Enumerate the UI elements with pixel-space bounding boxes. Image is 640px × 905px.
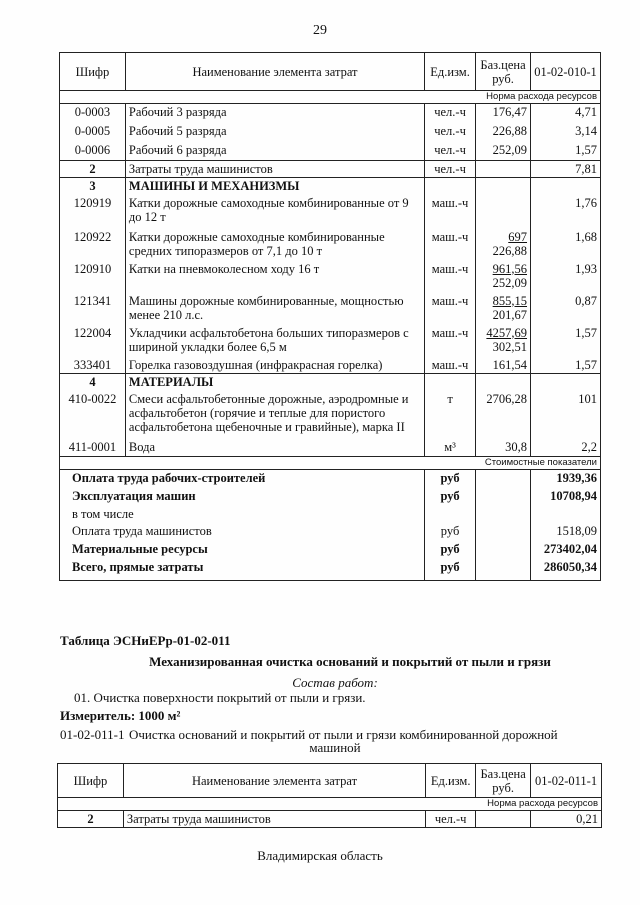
cost-label: Всего, прямые затраты <box>60 559 425 581</box>
row-name: Катки на пневмоколесном ходу 16 т <box>125 261 424 293</box>
subheader-row <box>58 798 602 811</box>
row-name: Затраты труда машинистов <box>125 161 424 178</box>
cost-unit: руб <box>425 470 476 488</box>
header-code: Шифр <box>60 53 126 91</box>
section-code: 4 <box>60 374 126 391</box>
row-unit: маш.-ч <box>425 261 476 293</box>
row-price <box>476 325 531 357</box>
row-unit: маш.-ч <box>425 293 476 325</box>
row-name: Машины дорожные комбинированные, мощностью менее 210 л.с. <box>125 293 424 325</box>
row-price <box>476 229 531 261</box>
row-unit: т <box>425 391 476 439</box>
row-value: 1,57 <box>531 357 601 374</box>
cost-subheader-row <box>60 457 601 470</box>
row-code: 120922 <box>60 229 126 261</box>
cost-unit: руб <box>425 523 476 541</box>
row-unit: маш.-ч <box>425 229 476 261</box>
section-row <box>60 178 601 195</box>
row-price: 2706,28 <box>476 391 531 439</box>
row-code: 410-0022 <box>60 391 126 439</box>
row-value: 4,71 <box>531 104 601 123</box>
cost-value <box>531 506 601 523</box>
cost-label: в том числе <box>60 506 425 523</box>
cost-value: 273402,04 <box>531 541 601 559</box>
header-norm: 01-02-010-1 <box>531 53 601 91</box>
cost-value: 1939,36 <box>531 470 601 488</box>
cost-unit: руб <box>425 488 476 506</box>
item-code: 01-02-011-1 <box>60 727 125 742</box>
table-row <box>58 811 602 828</box>
table-row <box>60 161 601 178</box>
row-unit: чел.-ч <box>425 123 476 142</box>
section-code: 3 <box>60 178 126 195</box>
row-code: 120910 <box>60 261 126 293</box>
header-unit: Ед.изм. <box>425 53 476 91</box>
section-heading: Механизированная очистка оснований и покрытий от пыли и грязи <box>149 654 551 669</box>
cost-row <box>60 523 601 541</box>
row-name: Смеси асфальтобетонные дорожные, аэродромные и асфальтобетон (горячие и теплые для пористого асфальтобетона щебеночные и гравийные), марка II <box>125 391 424 439</box>
table-row <box>60 195 601 229</box>
page-number: 29 <box>313 23 327 38</box>
norm-subheader: Норма расхода ресурсов <box>58 798 602 811</box>
row-value: 1,68 <box>531 229 601 261</box>
header-norm: 01-02-011-1 <box>531 764 602 798</box>
cost-row <box>60 559 601 581</box>
table-row <box>60 229 601 261</box>
footer-region: Владимирская область <box>257 848 383 863</box>
cost-unit: руб <box>425 559 476 581</box>
row-price <box>476 195 531 229</box>
item-text: Очистка оснований и покрытий от пыли и грязи комбинированной дорожной <box>129 727 558 742</box>
row-price <box>476 261 531 293</box>
row-code: 333401 <box>60 357 126 374</box>
row-value: 101 <box>531 391 601 439</box>
section-row <box>60 374 601 391</box>
header-price: Баз.цена руб. <box>476 764 531 798</box>
row-name: Катки дорожные самоходные комбинированные средних типоразмеров от 7,1 до 10 т <box>125 229 424 261</box>
row-price: 30,8 <box>476 439 531 457</box>
section-title: МАТЕРИАЛЫ <box>125 374 424 391</box>
row-unit: чел.-ч <box>425 142 476 161</box>
work-item: 01. Очистка поверхности покрытий от пыли и грязи. <box>74 690 366 705</box>
table-row <box>60 439 601 457</box>
cost-label: Оплата труда рабочих-строителей <box>60 470 425 488</box>
row-value: 1,57 <box>531 142 601 161</box>
work-title: Состав работ: <box>292 675 378 690</box>
cost-subheader: Стоимостные показатели <box>60 457 601 470</box>
norm-subheader: Норма расхода ресурсов <box>60 91 601 104</box>
header-price: Баз.цена руб. <box>476 53 531 91</box>
row-unit: маш.-ч <box>425 325 476 357</box>
row-code: 411-0001 <box>60 439 126 457</box>
resource-table-2 <box>57 763 602 828</box>
row-value: 2,2 <box>531 439 601 457</box>
row-name: Затраты труда машинистов <box>123 811 425 828</box>
row-code: 0-0003 <box>60 104 126 123</box>
subheader-row <box>60 91 601 104</box>
table-header <box>60 53 601 91</box>
row-unit: чел.-ч <box>426 811 476 828</box>
row-name: Рабочий 3 разряда <box>125 104 424 123</box>
cost-row <box>60 541 601 559</box>
row-code: 0-0006 <box>60 142 126 161</box>
row-unit: чел.-ч <box>425 161 476 178</box>
item-text-continued: машиной <box>309 740 361 755</box>
row-code: 122004 <box>60 325 126 357</box>
row-price: 161,54 <box>476 357 531 374</box>
row-value: 7,81 <box>531 161 601 178</box>
table-row <box>60 261 601 293</box>
row-code: 0-0005 <box>60 123 126 142</box>
header-name: Наименование элемента затрат <box>123 764 425 798</box>
row-code: 2 <box>60 161 126 178</box>
row-name: Вода <box>125 439 424 457</box>
cost-row <box>60 488 601 506</box>
row-name: Рабочий 6 разряда <box>125 142 424 161</box>
row-code: 121341 <box>60 293 126 325</box>
row-name: Горелка газовоздушная (инфракрасная горелка) <box>125 357 424 374</box>
price-main: 855,15 <box>492 293 528 308</box>
table-row <box>60 325 601 357</box>
row-value: 1,57 <box>531 325 601 357</box>
table-row <box>60 391 601 439</box>
cost-value: 10708,94 <box>531 488 601 506</box>
cost-label: Эксплуатация машин <box>60 488 425 506</box>
row-name: Рабочий 5 разряда <box>125 123 424 142</box>
table-row <box>60 123 601 142</box>
row-code: 2 <box>58 811 124 828</box>
header-unit: Ед.изм. <box>426 764 476 798</box>
row-value: 0,21 <box>531 811 602 828</box>
row-unit: чел.-ч <box>425 104 476 123</box>
row-value: 3,14 <box>531 123 601 142</box>
row-unit: маш.-ч <box>425 357 476 374</box>
row-name: Укладчики асфальтобетона больших типоразмеров с шириной укладки более 6,5 м <box>125 325 424 357</box>
price-secondary: 302,51 <box>492 339 528 354</box>
section-title: МАШИНЫ И МЕХАНИЗМЫ <box>125 178 424 195</box>
cost-unit <box>425 506 476 523</box>
cost-label: Материальные ресурсы <box>60 541 425 559</box>
row-unit: маш.-ч <box>425 195 476 229</box>
table-title: Таблица ЭСНиЕРр-01-02-011 <box>60 633 231 648</box>
resource-table-1 <box>59 52 601 581</box>
cost-unit: руб <box>425 541 476 559</box>
price-main: 697 <box>508 229 528 244</box>
row-value: 0,87 <box>531 293 601 325</box>
price-secondary: 252,09 <box>492 275 528 290</box>
row-price <box>476 293 531 325</box>
row-price: 226,88 <box>476 123 531 142</box>
table-row <box>60 293 601 325</box>
cost-label: Оплата труда машинистов <box>60 523 425 541</box>
meter: Измеритель: 1000 м² <box>60 708 181 723</box>
cost-value: 286050,34 <box>531 559 601 581</box>
row-price <box>476 161 531 178</box>
row-price: 176,47 <box>476 104 531 123</box>
cost-row <box>60 470 601 488</box>
row-price <box>476 811 531 828</box>
price-secondary: 226,88 <box>492 243 528 258</box>
table-header <box>58 764 602 798</box>
row-name: Катки дорожные самоходные комбинированные от 9 до 12 т <box>125 195 424 229</box>
header-code: Шифр <box>58 764 124 798</box>
cost-value: 1518,09 <box>531 523 601 541</box>
row-value: 1,76 <box>531 195 601 229</box>
price-main: 961,56 <box>492 261 528 276</box>
cost-row <box>60 506 601 523</box>
table-row <box>60 357 601 374</box>
header-name: Наименование элемента затрат <box>125 53 424 91</box>
row-price: 252,09 <box>476 142 531 161</box>
table-row <box>60 104 601 123</box>
table-row <box>60 142 601 161</box>
price-main: 4257,69 <box>486 325 528 340</box>
row-value: 1,93 <box>531 261 601 293</box>
price-secondary: 201,67 <box>492 307 528 322</box>
row-code: 120919 <box>60 195 126 229</box>
row-unit: м³ <box>425 439 476 457</box>
